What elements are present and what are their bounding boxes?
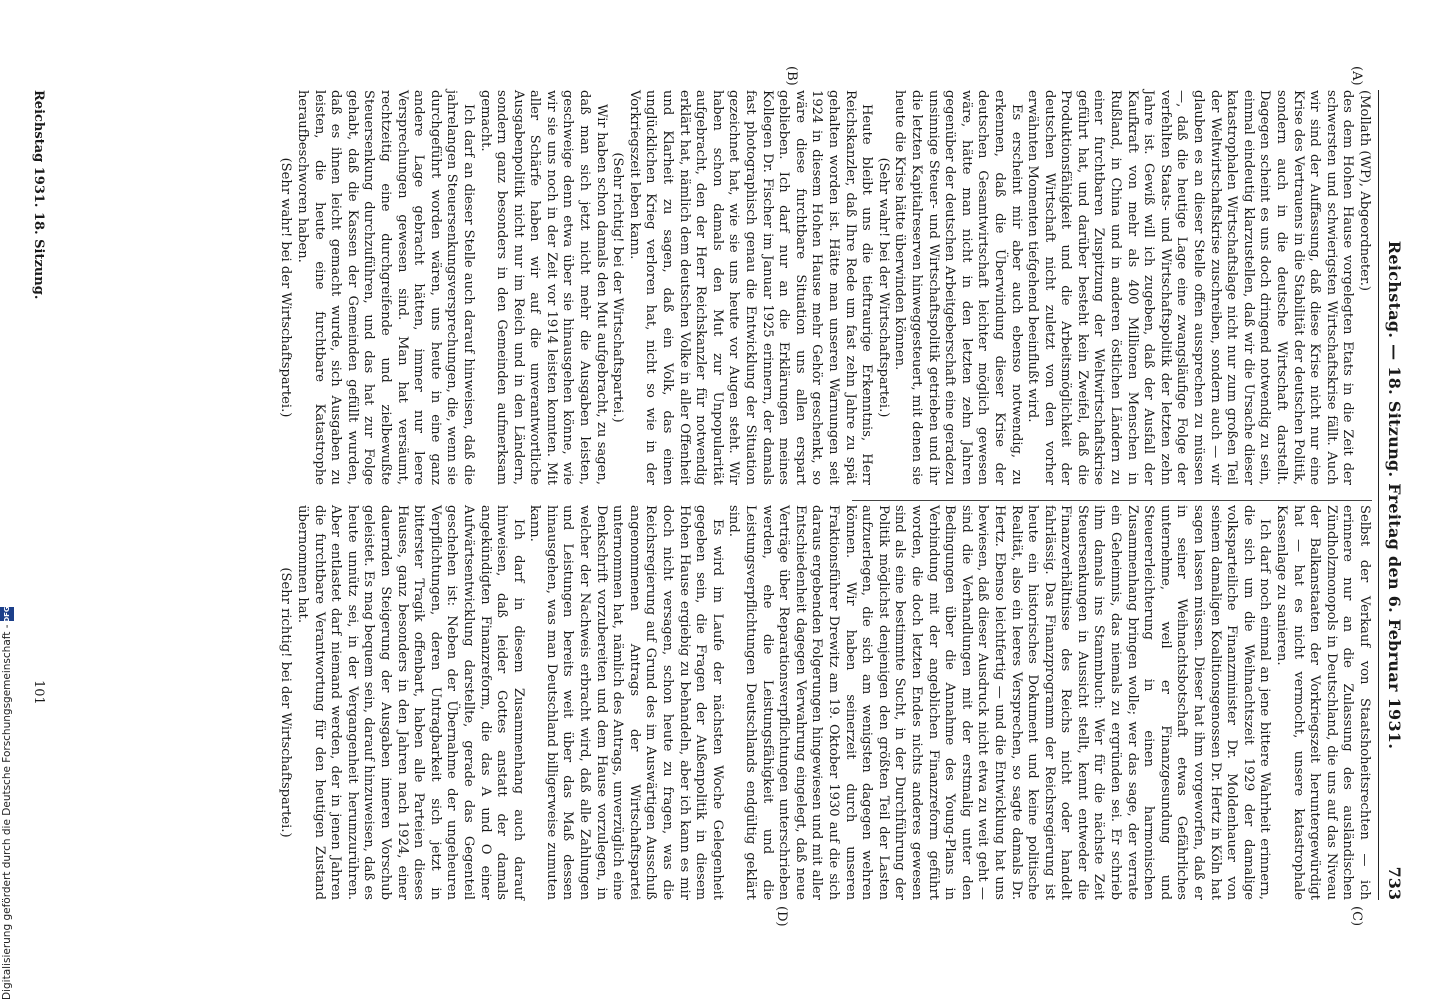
interjection: (Sehr wahr! bei der Wirtschaftspartei.) [875, 157, 891, 418]
interjection: (Sehr richtig! bei der Wirtschaftspartei.) [610, 152, 626, 423]
paragraph: Es erscheint mir aber auch ebenso notwendig, zu erkennen, daß die Überwindung dieser Krise der deutschen Gesamtwirtschaft leichter möglich gewesen wäre, hätte man nicht in den letzten zehn Jahren gegenüber der deutschen Arbeitgeberschaft eine geradezu unsinnige Steuer- und Wirtschaftspolitik getrieben und ihr die letzten Kapitalreserven hinweggesteuert, mit denen sie heute die Krise hätte überwinden können. [892, 90, 1024, 485]
credit-text: Digitalisierung gefördert durch die Deutsche Forschungsgemeinschaft - [1, 624, 13, 1000]
interjection: (Sehr wahr! bei der Wirtschaftspartei.) [278, 157, 294, 418]
column-divider [852, 500, 1372, 501]
margin-marker-c: (C) [1349, 906, 1364, 927]
footer-page-number: 101 [31, 680, 46, 705]
digitization-credit [0, 590, 14, 1000]
paragraph: (Mollath (WP), Abgeordneter.) [1357, 90, 1372, 292]
paragraph: Ich darf in diesem Zusammenhang auch darauf hinweisen, daß leider Gottes anstatt der damals angekündigten Finanzreform, die das A und O einer Aufwärtsentwicklung darstellte, gerade das Gegenteil geschehen ist: Neben der Übernahme der ungeheuren Verpflichtungen, deren Untragbarkeit sich jetzt in bitterster Tragik offenbart, haben alle Parteien dieses Hauses, ganz besonders in den Jahren nach 1924, einer dauernden Steigerung der Ausgaben inneren Vorschub geleistet. Es mag bequem sein, darauf hinzuweisen, daß es heute unnütz sei, in der Vergangenheit herumzurühren. Aber entlastet darf niemand werden, der in jenen Jahren die furchtbare Verantwortung für den heutigen Zustand übernommen hat. [295, 505, 526, 900]
paragraph: Heute bleibt uns die tieftraurige Erkenntnis, Herr Reichskanzler, daß Ihre Rede um fast zehn Jahre zu spät gehalten worden ist. Hätte man unseren Warnungen seit 1924 in diesem Hohen Hause mehr Gehör geschenkt, so wäre diese furchtbare Situation uns allen erspart geblieben. Ich darf nur an die Erklärungen meines Kollegen Dr. Fischer im Januar 1925 erinnern, der damals fast photographisch genau die Entwicklung der Situation gezeichnet hat, wie sie uns heute vor Augen steht. Wir haben schon damals den Mut zur Unpopularität aufgebracht, den der Herr Reichskanzler für notwendig erklärt hat, nämlich dem deutschen Volke in aller Offenheit und Klarheit zu sagen, daß ein Volk, das einen unglücklichen Krieg verloren hat, nicht so wie in der Vorkriegszeit leben kann. [626, 90, 875, 485]
paragraph: Ich darf an dieser Stelle auch darauf hinweisen, daß die jahrelangen Steuersenkungsversprechungen, die, wenn sie durchgeführt worden wären, uns heute in eine ganz andere Lage gebracht hätten, immer nur leere Versprechungen gewesen sind. Man hat versäumt, rechtzeitig eine durchgreifende und zielbewußte Steuersenkung durchzuführen, und das hat zur Folge gehabt, daß die Kassen der Gemeinden gefüllt wurden, daß es ihnen leicht gemacht wurde, sich Ausgaben zu leisten, die heute eine furchtbare Katastrophe heraufbeschworen haben. [295, 90, 476, 485]
interjection: (Sehr richtig! bei der Wirtschaftspartei.) [278, 567, 294, 838]
paragraph: des dem Hohen Hause vorgelegten Etats in die Zeit der schwersten und schwierigsten Wirtschaftskrise fällt. Auch wir sind der Auffassung, daß diese Krise nicht nur eine Krise des Vertrauens in die Stabilität der deutschen Politik, sondern auch in die deutsche Wirtschaft darstellt. Dagegen scheint es uns doch dringend notwendig zu sein, einmal eindeutig klarzustellen, daß wir die Ursache dieser katastrophalen Wirtschaftslage nicht nur zum großen Teil der Weltwirtschaftskrise zuschreiben, sondern auch — wir glauben es an dieser Stelle offen aussprechen zu müssen —, daß die heutige Lage eine zwangsläufige Folge der verfehlten Staats- und Wirtschaftspolitik der letzten zehn Jahre ist. Gewiß will ich zugeben, daß der Ausfall der Kaufkraft von mehr als 400 Millionen Menschen in Rußland, in China und in anderen östlichen Ländern zu einer furchtbaren Zuspitzung der Weltwirtschaftskrise geführt hat, und darüber besteht kein Zweifel, daß die Produktionsfähigkeit und die Arbeitsmöglichkeit der deutschen Wirtschaft nicht zuletzt von den vorher erwähnten Momenten tiefgehend beeinflußt wird. [1025, 90, 1356, 485]
header-rule [1378, 90, 1379, 900]
dfg-logo-icon: DFG [0, 607, 14, 621]
margin-marker-b: (B) [784, 66, 799, 86]
paragraph: Selbst der Verkauf von Staatshoheitsrechten — ich erinnere nur an die Zulassung des ausländischen Zündholzmonopols in Deutschland, die uns auf das Niveau der Balkanstaaten der Vorkriegszeit heruntergewürdigt hat — hat es nicht vermocht, unsere katastrophale Kassenlage zu sanieren. [1274, 505, 1372, 900]
margin-marker-d: (D) [774, 906, 789, 927]
margin-marker-a: (A) [1349, 66, 1364, 86]
paragraph: Wir haben schon damals den Mut aufgebracht, zu sagen, daß man sich jetzt nicht mehr die Ausgaben leisten, geschweige denn etwa über sie hinausgehen könne, wie wir sie uns noch in der Zeit vor 1914 leisten konnten. Mit aller Schärfe haben wir auf die unverantwortliche Ausgabenpolitik nicht nur im Reich und in den Ländern, sondern ganz besonders in den Gemeinden aufmerksam gemacht. [477, 90, 609, 485]
paragraph: Ich darf noch einmal an jene bittere Wahrheit erinnern, die sich um die Weihnachtszeit 1929 der damalige volksparteiliche Finanzminister Dr. Moldenhauer von seinem damaligen Koalitionsgenossen Dr. Hertz in Köln hat sagen lassen müssen. Dieser hat ihm vorgeworfen, daß er in seiner Weihnachtsbotschaft etwas Gefährliches unternehme, weil er Finanzgesundung und Steuererleichterung in einen harmonischen Zusammenhang bringen wolle; wer das sage, der verrate ein Geheimnis, das niemals zu ergründen sei. Er schrieb ihm damals ins Stammbuch: Wer für die nächste Zeit Steuersenkungen in Aussicht stellt, kennt entweder die Finanzverhältnisse des Reichs nicht oder handelt fahrlässig. Das Finanzprogramm der Reichsregierung ist heute ein historisches Dokument und keine politische Realität, also ein leeres Versprechen, so sagte damals Dr. Hertz. Ebenso leichtfertig — und die Entwicklung hat uns bewiesen, daß dieser Ausdruck nicht etwa zu weit geht — sind die Verhandlungen mit der erstmalig unter den Bedingungen über die Annahme des Young-Plans in Verbindung mit der angeblichen Finanzreform geführt worden, die doch letzten Endes nichts anderes gewesen sind als eine bestimmte Sucht, in der Durchführung der Politik möglichst denjenigen den größten Teil der Lasten aufzuerlegen, die sich am wenigsten dagegen wehren können. Wir haben seinerzeit durch unseren Fraktionsführer Drewitz am 19. Oktober 1930 auf die sich daraus ergebenden Folgerungen hingewiesen und mit aller Entschiedenheit dagegen Verwahrung eingelegt, daß neue Verträge über Reparationsverpflichtungen unterschrieben werden, ehe die Leistungsfähigkeit und die Leistungsverpflichtungen Deutschlands endgültig geklärt sind. [726, 505, 1273, 900]
header-page-number: 733 [1385, 866, 1404, 900]
page-header [1382, 90, 1404, 900]
paragraph: Es wird im Laufe der nächsten Woche Gelegenheit gegeben sein, die Fragen der Außenpolitik in diesem Hohen Hause ergiebig zu behandeln, aber ich kann es mir doch nicht versagen, schon heute zu fragen, was die Reichsregierung auf Grund des im Auswärtigen Ausschuß angenommenen Antrags der Wirtschaftspartei unternommen hat, nämlich des Antrags, unverzüglich eine Denkschrift vorzubereiten und dem Hause vorzulegen, in welcher der Nachweis erbracht wird, daß alle Zahlungen und Leistungen bereits weit über das Maß dessen hinausgehen, was man Deutschland billigerweise zumuten kann. [527, 505, 725, 900]
left-column [277, 90, 1372, 485]
header-title: Reichstag. — 18. Sitzung. Freitag den 6. Februar 1931. [1385, 240, 1404, 750]
right-column [277, 505, 1372, 900]
footer-session: Reichstag 1931. 18. Sitzung. [31, 90, 46, 300]
